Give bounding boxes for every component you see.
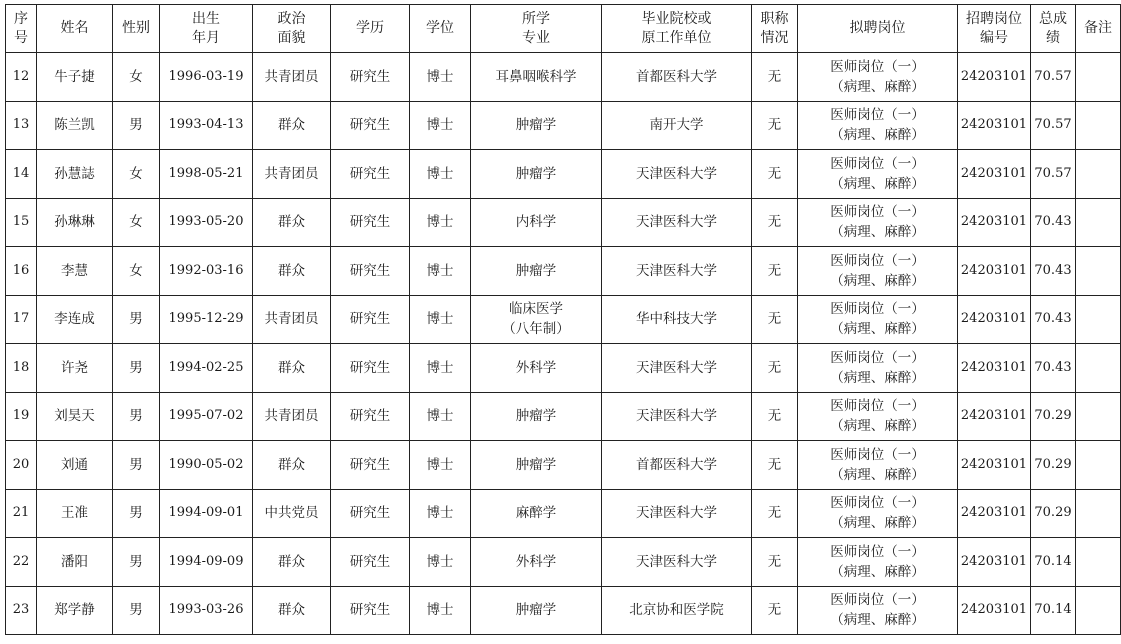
table-row <box>6 247 1121 296</box>
header-degree: 学位 <box>410 5 471 53</box>
cell-position-line: （病理、麻醉） <box>830 272 925 289</box>
cell-major-line: 耳鼻咽喉科学 <box>495 68 577 85</box>
cell-title: 无 <box>752 489 798 538</box>
cell-note <box>1076 586 1121 635</box>
table-row <box>6 538 1121 587</box>
cell-name: 李连成 <box>37 295 113 344</box>
cell-gender: 女 <box>113 53 160 102</box>
cell-politics: 共青团员 <box>253 392 331 441</box>
cell-score: 70.43 <box>1031 198 1076 247</box>
cell-education: 研究生 <box>331 489 410 538</box>
cell-score: 70.57 <box>1031 53 1076 102</box>
cell-no: 12 <box>6 53 37 102</box>
cell-gender: 女 <box>113 198 160 247</box>
cell-major <box>471 344 602 393</box>
cell-education: 研究生 <box>331 538 410 587</box>
header-position: 拟聘岗位 <box>798 5 958 53</box>
cell-politics: 群众 <box>253 344 331 393</box>
cell-degree: 博士 <box>410 198 471 247</box>
cell-education: 研究生 <box>331 101 410 150</box>
table-row <box>6 198 1121 247</box>
cell-gender: 女 <box>113 247 160 296</box>
cell-major-line: 内科学 <box>515 214 557 231</box>
cell-position-line: 医师岗位（一） <box>830 301 925 318</box>
table-row <box>6 586 1121 635</box>
cell-no: 18 <box>6 344 37 393</box>
cell-position-line: 医师岗位（一） <box>830 155 925 172</box>
cell-position-line: 医师岗位（一） <box>830 107 925 124</box>
cell-position-line: 医师岗位（一） <box>830 398 925 415</box>
recruitment-results-sheet <box>5 4 1112 635</box>
cell-note <box>1076 150 1121 199</box>
header-education: 学历 <box>331 5 410 53</box>
cell-position-line: 医师岗位（一） <box>830 58 925 75</box>
cell-position-line: （病理、麻醉） <box>830 563 925 580</box>
cell-birth: 1993-05-20 <box>160 198 253 247</box>
header-politics: 政治 面貌 <box>253 5 331 53</box>
cell-name: 孙慧誌 <box>37 150 113 199</box>
table-row <box>6 53 1121 102</box>
cell-education: 研究生 <box>331 53 410 102</box>
cell-major <box>471 101 602 150</box>
cell-school: 天津医科大学 <box>602 198 752 247</box>
cell-school: 北京协和医学院 <box>602 586 752 635</box>
cell-position-line: （病理、麻醉） <box>830 515 925 532</box>
cell-degree: 博士 <box>410 344 471 393</box>
header-gender: 性别 <box>113 5 160 53</box>
cell-major-line: 临床医学 <box>509 301 563 318</box>
cell-major-line: 肿瘤学 <box>515 262 557 279</box>
cell-note <box>1076 295 1121 344</box>
cell-no: 20 <box>6 441 37 490</box>
cell-note <box>1076 53 1121 102</box>
cell-position-line: 医师岗位（一） <box>830 204 925 221</box>
cell-position <box>798 538 958 587</box>
cell-degree: 博士 <box>410 586 471 635</box>
cell-code: 24203101 <box>958 489 1031 538</box>
cell-title: 无 <box>752 198 798 247</box>
cell-school: 首都医科大学 <box>602 441 752 490</box>
cell-major-line: 麻醉学 <box>515 505 557 522</box>
cell-code: 24203101 <box>958 344 1031 393</box>
cell-note <box>1076 101 1121 150</box>
cell-position-line: （病理、麻醉） <box>830 418 925 435</box>
cell-major <box>471 392 602 441</box>
cell-score: 70.43 <box>1031 247 1076 296</box>
cell-position <box>798 295 958 344</box>
cell-title: 无 <box>752 101 798 150</box>
cell-position <box>798 150 958 199</box>
cell-score: 70.57 <box>1031 101 1076 150</box>
cell-title: 无 <box>752 295 798 344</box>
table-row <box>6 489 1121 538</box>
cell-note <box>1076 344 1121 393</box>
cell-major <box>471 538 602 587</box>
cell-position-line: 医师岗位（一） <box>830 349 925 366</box>
cell-school: 天津医科大学 <box>602 247 752 296</box>
cell-politics: 群众 <box>253 101 331 150</box>
cell-position-line: 医师岗位（一） <box>830 592 925 609</box>
cell-gender: 男 <box>113 489 160 538</box>
cell-position-line: 医师岗位（一） <box>830 495 925 512</box>
header-code: 招聘岗位 编号 <box>958 5 1031 53</box>
cell-position <box>798 489 958 538</box>
cell-no: 21 <box>6 489 37 538</box>
cell-no: 22 <box>6 538 37 587</box>
cell-position <box>798 392 958 441</box>
cell-score: 70.14 <box>1031 586 1076 635</box>
cell-politics: 群众 <box>253 586 331 635</box>
header-name: 姓名 <box>37 5 113 53</box>
cell-position <box>798 198 958 247</box>
cell-gender: 男 <box>113 295 160 344</box>
cell-no: 23 <box>6 586 37 635</box>
cell-position-line: （病理、麻醉） <box>830 321 925 338</box>
header-row <box>6 5 1121 53</box>
cell-position <box>798 247 958 296</box>
cell-title: 无 <box>752 53 798 102</box>
cell-no: 14 <box>6 150 37 199</box>
cell-education: 研究生 <box>331 150 410 199</box>
cell-birth: 1995-12-29 <box>160 295 253 344</box>
table-row <box>6 295 1121 344</box>
cell-degree: 博士 <box>410 441 471 490</box>
cell-major-line: 外科学 <box>515 359 557 376</box>
table-row <box>6 344 1121 393</box>
cell-birth: 1992-03-16 <box>160 247 253 296</box>
cell-gender: 男 <box>113 586 160 635</box>
cell-title: 无 <box>752 392 798 441</box>
cell-education: 研究生 <box>331 392 410 441</box>
cell-education: 研究生 <box>331 247 410 296</box>
cell-politics: 共青团员 <box>253 53 331 102</box>
table-row <box>6 392 1121 441</box>
cell-politics: 中共党员 <box>253 489 331 538</box>
cell-no: 13 <box>6 101 37 150</box>
cell-note <box>1076 198 1121 247</box>
cell-birth: 1994-02-25 <box>160 344 253 393</box>
cell-name: 郑学静 <box>37 586 113 635</box>
cell-note <box>1076 441 1121 490</box>
cell-no: 17 <box>6 295 37 344</box>
cell-score: 70.29 <box>1031 392 1076 441</box>
cell-school: 天津医科大学 <box>602 344 752 393</box>
cell-note <box>1076 489 1121 538</box>
cell-degree: 博士 <box>410 392 471 441</box>
cell-score: 70.29 <box>1031 489 1076 538</box>
cell-birth: 1990-05-02 <box>160 441 253 490</box>
cell-name: 许尧 <box>37 344 113 393</box>
cell-major-line: 肿瘤学 <box>515 408 557 425</box>
cell-name: 陈兰凯 <box>37 101 113 150</box>
cell-gender: 男 <box>113 441 160 490</box>
cell-score: 70.43 <box>1031 295 1076 344</box>
cell-code: 24203101 <box>958 295 1031 344</box>
cell-education: 研究生 <box>331 586 410 635</box>
cell-name: 牛子捷 <box>37 53 113 102</box>
cell-education: 研究生 <box>331 441 410 490</box>
table-row <box>6 101 1121 150</box>
cell-code: 24203101 <box>958 101 1031 150</box>
cell-title: 无 <box>752 247 798 296</box>
cell-position-line: （病理、麻醉） <box>830 224 925 241</box>
cell-birth: 1993-04-13 <box>160 101 253 150</box>
cell-politics: 共青团员 <box>253 295 331 344</box>
cell-major <box>471 489 602 538</box>
cell-major-line: 肿瘤学 <box>515 602 557 619</box>
cell-degree: 博士 <box>410 150 471 199</box>
cell-code: 24203101 <box>958 586 1031 635</box>
cell-school: 华中科技大学 <box>602 295 752 344</box>
cell-major <box>471 295 602 344</box>
cell-position-line: （病理、麻醉） <box>830 466 925 483</box>
cell-position-line: （病理、麻醉） <box>830 78 925 95</box>
cell-position-line: 医师岗位（一） <box>830 446 925 463</box>
cell-school: 天津医科大学 <box>602 489 752 538</box>
cell-birth: 1993-03-26 <box>160 586 253 635</box>
cell-score: 70.43 <box>1031 344 1076 393</box>
cell-code: 24203101 <box>958 198 1031 247</box>
cell-note <box>1076 538 1121 587</box>
header-school: 毕业院校或 原工作单位 <box>602 5 752 53</box>
header-note: 备注 <box>1076 5 1121 53</box>
header-title: 职称 情况 <box>752 5 798 53</box>
cell-gender: 男 <box>113 538 160 587</box>
cell-politics: 群众 <box>253 198 331 247</box>
cell-no: 19 <box>6 392 37 441</box>
cell-code: 24203101 <box>958 441 1031 490</box>
cell-major-line: 肿瘤学 <box>515 456 557 473</box>
cell-birth: 1994-09-09 <box>160 538 253 587</box>
cell-school: 首都医科大学 <box>602 53 752 102</box>
cell-degree: 博士 <box>410 489 471 538</box>
cell-position-line: 医师岗位（一） <box>830 543 925 560</box>
cell-code: 24203101 <box>958 53 1031 102</box>
header-birth: 出生 年月 <box>160 5 253 53</box>
cell-degree: 博士 <box>410 538 471 587</box>
cell-name: 刘昊天 <box>37 392 113 441</box>
cell-major <box>471 53 602 102</box>
cell-title: 无 <box>752 441 798 490</box>
header-score: 总成 绩 <box>1031 5 1076 53</box>
cell-title: 无 <box>752 344 798 393</box>
cell-school: 南开大学 <box>602 101 752 150</box>
cell-gender: 女 <box>113 150 160 199</box>
cell-name: 刘通 <box>37 441 113 490</box>
cell-score: 70.29 <box>1031 441 1076 490</box>
cell-school: 天津医科大学 <box>602 538 752 587</box>
cell-major <box>471 586 602 635</box>
cell-code: 24203101 <box>958 538 1031 587</box>
cell-title: 无 <box>752 586 798 635</box>
cell-no: 16 <box>6 247 37 296</box>
cell-title: 无 <box>752 538 798 587</box>
cell-degree: 博士 <box>410 295 471 344</box>
cell-birth: 1994-09-01 <box>160 489 253 538</box>
cell-note <box>1076 247 1121 296</box>
cell-code: 24203101 <box>958 247 1031 296</box>
cell-education: 研究生 <box>331 295 410 344</box>
cell-politics: 群众 <box>253 247 331 296</box>
cell-birth: 1998-05-21 <box>160 150 253 199</box>
cell-position <box>798 441 958 490</box>
cell-politics: 共青团员 <box>253 150 331 199</box>
cell-no: 15 <box>6 198 37 247</box>
cell-name: 李慧 <box>37 247 113 296</box>
cell-school: 天津医科大学 <box>602 150 752 199</box>
cell-major <box>471 150 602 199</box>
cell-position-line: （病理、麻醉） <box>830 369 925 386</box>
cell-major <box>471 441 602 490</box>
cell-title: 无 <box>752 150 798 199</box>
cell-degree: 博士 <box>410 101 471 150</box>
header-major: 所学 专业 <box>471 5 602 53</box>
cell-score: 70.14 <box>1031 538 1076 587</box>
cell-position-line: 医师岗位（一） <box>830 252 925 269</box>
cell-code: 24203101 <box>958 392 1031 441</box>
header-no: 序 号 <box>6 5 37 53</box>
cell-major-line: 肿瘤学 <box>515 165 557 182</box>
cell-education: 研究生 <box>331 198 410 247</box>
cell-major-line: 外科学 <box>515 553 557 570</box>
cell-position-line: （病理、麻醉） <box>830 175 925 192</box>
cell-gender: 男 <box>113 344 160 393</box>
cell-note <box>1076 392 1121 441</box>
candidates-table <box>5 4 1121 635</box>
table-row <box>6 441 1121 490</box>
cell-position-line: （病理、麻醉） <box>830 127 925 144</box>
cell-gender: 男 <box>113 101 160 150</box>
cell-code: 24203101 <box>958 150 1031 199</box>
cell-position <box>798 344 958 393</box>
cell-position <box>798 53 958 102</box>
table-row <box>6 150 1121 199</box>
cell-school: 天津医科大学 <box>602 392 752 441</box>
cell-major-line: （八年制） <box>502 321 570 338</box>
cell-name: 潘阳 <box>37 538 113 587</box>
cell-birth: 1995-07-02 <box>160 392 253 441</box>
cell-politics: 群众 <box>253 538 331 587</box>
cell-position-line: （病理、麻醉） <box>830 612 925 629</box>
cell-major <box>471 247 602 296</box>
cell-score: 70.57 <box>1031 150 1076 199</box>
cell-gender: 男 <box>113 392 160 441</box>
cell-position <box>798 586 958 635</box>
cell-education: 研究生 <box>331 344 410 393</box>
cell-position <box>798 101 958 150</box>
cell-degree: 博士 <box>410 53 471 102</box>
cell-degree: 博士 <box>410 247 471 296</box>
cell-name: 孙琳琳 <box>37 198 113 247</box>
cell-birth: 1996-03-19 <box>160 53 253 102</box>
cell-politics: 群众 <box>253 441 331 490</box>
cell-major <box>471 198 602 247</box>
cell-major-line: 肿瘤学 <box>515 117 557 134</box>
cell-name: 王准 <box>37 489 113 538</box>
